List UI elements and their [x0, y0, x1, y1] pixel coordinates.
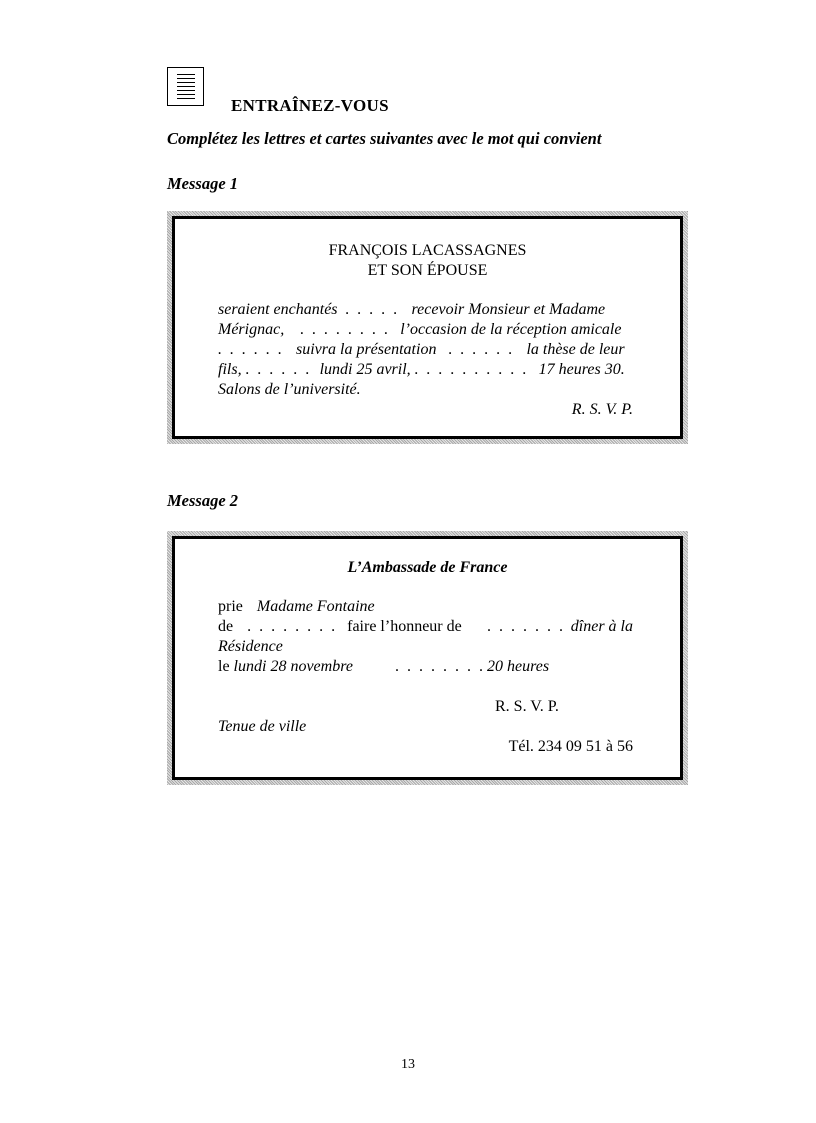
card-2-phone: Tél. 234 09 51 à 56 [508, 738, 633, 755]
card-2-heure: 20 heures [487, 658, 550, 675]
document-icon [167, 67, 204, 106]
card-2-body [172, 536, 683, 780]
card-2-line-2-start: de . . . . . . . . faire l’honneur de [218, 618, 462, 635]
section-title: ENTRAÎNEZ-VOUS [231, 96, 389, 115]
invitation-card-1 [167, 211, 688, 444]
card-1-name-line-2: ET SON ÉPOUSE [367, 262, 488, 279]
card-2-blank-2: . . . . . . . [487, 618, 565, 635]
card-2-dress-code: Tenue de ville [218, 718, 307, 735]
card-2-rsvp: R. S. V. P. [495, 698, 559, 715]
instruction-text: Complétez les lettres et cartes suivantes avec le mot qui convient [167, 129, 602, 148]
message-1-label: Message 1 [167, 174, 239, 193]
card-2-blank-3: . . . . . . . . [395, 658, 485, 675]
card-1-text-line-1: seraient enchantés . . . . . recevoir Monsieur et Madame [218, 301, 606, 318]
card-2-residence: Résidence [218, 638, 283, 655]
card-1-text-line-4: fils, . . . . . . lundi 25 avril, . . . . . . . . . . 17 heures 30. [218, 361, 625, 378]
card-2-title: L’Ambassade de France [347, 559, 508, 576]
card-1-text-line-3: . . . . . . suivra la présentation . . . . . . la thèse de leur [218, 341, 625, 358]
card-2-line-1: prie Madame Fontaine [218, 598, 375, 615]
card-2-line-4: le lundi 28 novembre [218, 658, 353, 675]
card-1-rsvp: R. S. V. P. [571, 401, 633, 418]
invitation-card-2 [167, 531, 688, 785]
card-1-text-line-5: Salons de l’université. [218, 381, 361, 398]
message-2-label: Message 2 [167, 491, 239, 510]
page-number: 13 [401, 1057, 415, 1072]
card-1-text-line-2: Mérignac, . . . . . . . . l’occasion de la réception amicale [218, 321, 622, 338]
card-1-body [172, 216, 683, 439]
card-2-diner: dîner à la [570, 618, 633, 635]
card-1-name-line-1: FRANÇOIS LACASSAGNES [328, 242, 527, 259]
